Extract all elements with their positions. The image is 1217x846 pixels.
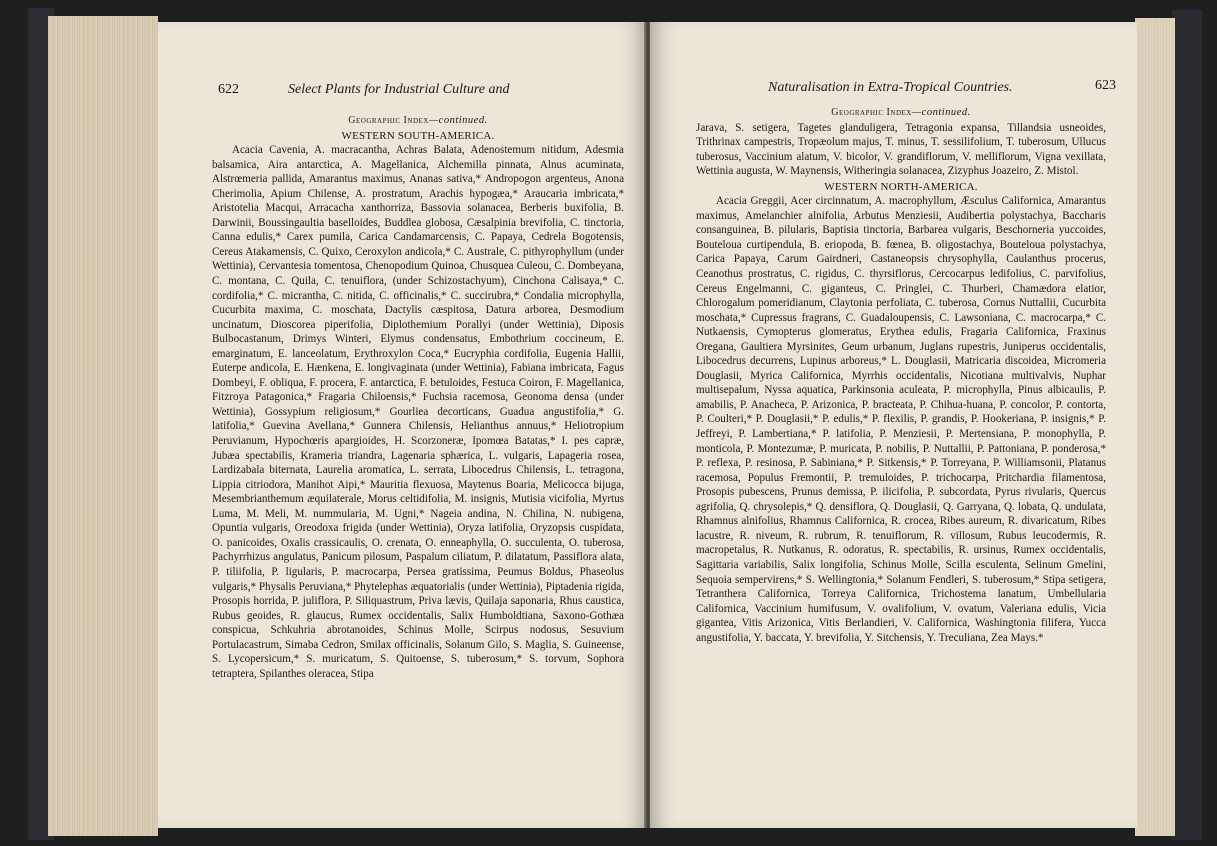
page-content [212,114,624,681]
page-number: 622 [218,82,239,97]
book-cover-right [1172,10,1202,840]
running-head: Select Plants for Industrial Culture and [288,82,510,97]
continued-suffix: —continued. [911,107,971,118]
page-content [696,106,1106,645]
left-page [158,22,646,828]
region-title: WESTERN NORTH-AMERICA. [824,180,978,193]
index-paragraph: Acacia Cavenia, A. macracantha, Achras Balata, Adenostemum nitidum, Adesmia balsamica, Aira antarctica, A. Magellanica, Alchemilla pinnata, Alnus acuminata, Alstrœmeria pallida, Amarantus maximus, Ananas sativa,* Andropogon argenteus, Anona Cherimolia, Apium Chilense, A. prostratum, Arachis hypogæa,* Araucaria imbricata,* Aristotelia Macqui, Arracacha xanthorriza, Bassovia solanacea, Berberis buxifolia, B. Darwinii, Boussingaultia baselloides, Buddlea globosa, Cæsalpinia brevifolia, C. tinctoria, Canna edulis,* Carex pumila, Carica Candamarcensis, C. Papaya, Cedrela Bogotensis, Cereus Atakamensis, C. Quixo, Ceroxylon andicola,* C. Australe, C. pithyrophyllum (under Wettinia), Cervantesia tomentosa, Chenopodium Quinoa, Chusquea Culeou, C. Dombeyana, C. montana, C. Quila, C. tenuiflora, (under Schizostachyum), Cinchona Calisaya,* C. cordifolia,* C. micrantha, C. nitida, C. officinalis,* C. succirubra,* Condalia microphylla, Cucurbita maxima, C. moschata, Dactylis cæspitosa, Datura arborea, Desmodium uncinatum, Dioscorea piperifolia, Diplothemium Porallyi (under Wettinia), Diposis Bulbocastanum, Drimys Winteri, Elymus condensatus, Embothrium coccineum, E. emarginatum, E. lanceolatum, Erythroxylon Coca,* Eucryphia cordifolia, Eugenia Hallii, Euterpe andicola, E. Hænkena, E. longivaginata (under Wettinia), Fabiana imbricata, Fagus Dombeyi, F. obliqua, F. procera, F. antarctica, F. betuloides, Festuca Coiron, F. Magellanica, Fitzroya Patagonica,* Fragaria Chiloensis,* Fuchsia racemosa, Geonoma densa (under Wettinia), Gossypium religiosum,* Gourliea decorticans, Guadua angustifolia,* G. latifolia,* Guevina Avellana,* Gunnera Chilensis, Helianthus annuus,* Heliotropium Peruvianum, Hypochœris apargioides, H. Scorzoneræ, Ipomœa Batatas,* I. pes capræ, Jubæa spectabilis, Krameria triandra, Lagenaria sphærica, L. vulgaris, Lapageria rosea, Lardizabala biternata, Laurelia aromatica, L. serrata, Libocedrus Chilensis, L. tetragona, Lippia citriodora, Manihot Aipi,* Mauritia flexuosa, Maytenus Boaria, Melicocca bijuga, Mesembrianthemum æquilaterale, Morus celtidifolia, M. insignis, Mutisia vicifolia, Myrtus Luma, M. Meli, M. nummularia, M. Ugni,* Nageia andina, N. Chilina, N. nubigena, Opuntia vulgaris, Oreodoxa frigida (under Wettinia), Oryza latifolia, Oryzopsis cuspidata, O. panicoides, Oxalis crassicaulis, O. crenata, O. enneaphylla, O. succulenta, O. tuberosa, Pachyrrhizus angulatus, Panicum pilosum, Paspalum ciliatum, P. dilatatum, Passiflora alata, P. tiliifolia, P. ligularis, P. macrocarpa, Persea gratissima, Peumus Boldus, Phaseolus vulgaris,* Physalis Peruviana,* Phytelephas æquatorialis (under Wettinia), Piptadenia rigida, Prosopis horrida, P. juliflora, P. Siliquastrum, Priva lævis, Quilaja saponaria, Rhus caustica, Rubus geoides, R. glaucus, Rumex occidentalis, Salix Humboldtiana, Saxono-Gothæa conspicua, Schkuhria abrotanoides, Schinus Molle, Scirpus nodosus, Sesuvium Portulacastrum, Simaba Cedron, Smilax officinalis, Solanum Gilo, S. Maglia, S. Guineense, S. Lycopersicum,* S. muricatum, S. Quitoense, S. tuberosum,* S. torvum, Sophora tetraptera, Spilanthes oleracea, Stipa [212,144,624,680]
continued-suffix: —continued. [428,115,488,126]
right-page [650,22,1137,828]
region-title: WESTERN SOUTH-AMERICA. [341,129,495,142]
index-paragraph-continued: Jarava, S. setigera, Tagetes glanduligera, Tetragonia expansa, Tillandsia usneoides, Trithrinax campestris, Tropæolum majus, T. minus, T. sessilifolium, T. tuberosum, Ullucus tuberosus, Vaccinium alatum, V. bicolor, V. grandiflorum, V. melliflorum, Vigna vexillata, Wettinia augusta, W. Maynensis, Witheringia solanacea, Zizyphus Joazeiro, Z. Mistol. [696,121,1106,178]
continued-heading [212,114,624,129]
continued-heading-text: Geographic Index [831,107,912,118]
page-edges-right [1135,18,1175,836]
continued-heading-text: Geographic Index [348,115,429,126]
page-edges-left [48,16,158,836]
running-head: Naturalisation in Extra-Tropical Countries. [768,80,1013,95]
index-paragraph: Acacia Greggii, Acer circinnatum, A. macrophyllum, Æsculus Californica, Amarantus maximus, Amelanchier alnifolia, Arbutus Menziesii, Audibertia polystachya, Baccharis consanguinea, B. pilularis, Baptisia tinctoria, Barbarea vulgaris, Beschorneria yuccoides, Bouteloua curtipendula, B. eriopoda, B. fœnea, B. oligostachya, Bouteloua polystachya, Carica Papaya, Carum Gairdneri, Castaneopsis chrysophylla, Caulanthus procerus, Ceanothus prostratus, C. rigidus, C. thyrsiflorus, Cercocarpus ledifolius, C. parvifolius, Cereus Engelmanni, C. giganteus, C. Pringlei, C. Thurberi, Chamædora elatior, Chlorogalum pomeridianum, Claytonia perfoliata, C. tuberosa, Cornus Nuttallii, Cucurbita moschata,* Cupressus fragrans, C. Guadaloupensis, C. Lawsoniana, C. macrocarpa,* C. Nutkaensis, Cymopterus glomeratus, Erythea edulis, Fragaria Californica, Fraxinus Oregana, Gaultiera Myrsinites, Geum urbanum, Juglans rupestris, Juniperus occidentalis, Libocedrus decurrens, Lupinus arboreus,* L. Douglasii, Matricaria discoidea, Micromeria Douglasii, Myrica Californica, Myrrhis occidentalis, Nicotiana multivalvis, Nuphar multisepalum, Nyssa aquatica, Parkinsonia aculeata, P. microphylla, Pinus albicaulis, P. amabilis, P. Anacheca, P. Arizonica, P. bracteata, P. Chihua-huana, P. concolor, P. contorta, P. Coulteri,* P. Douglasii,* P. edulis,* P. flexilis, P. grandis, P. Hookeriana, P. insignis,* P. Jeffreyi, P. Lambertiana,* P. latifolia, P. Menziesii, P. Mertensiana, P. monophylla, P. monticola, P. Montezumæ, P. muricata, P. nobilis, P. Nuttallii, P. Pattoniana, P. ponderosa,* P. reflexa, P. resinosa, P. Sabiniana,* P. Sitkensis,* P. Torreyana, P. Williamsonii, Platanus racemosa, Populus Fremontii, P. tremuloides, P. trichocarpa, Pritchardia filamentosa, Prosopis pubescens, Prunus demissa, P. ilicifolia, P. subcordata, Pyrus rivularis, Quercus agrifolia, Q. chrysolepis,* Q. densiflora, Q. Douglasii, Q. Garryana, Q. lobata, Q. undulata, Rhamnus alnifolius, Rhamnus Californica, R. crocea, Ribes aureum, R. divaricatum, Ribes lacustre, R. niveum, R. rubrum, R. tenuiflorum, R. villosum, Rubus leucodermis, R. macropetalus, R. Nutkanus, R. odoratus, R. spectabilis, R. ursinus, Rumex occidentalis, Sagittaria variabilis, Salix longifolia, Schinus Molle, Scilla esculenta, Selinum Gmelini, Sequoia sempervirens,* S. Wellingtonia,* Solanum Fendleri, S. tuberosum,* Stipa setigera, Tetranthera Californica, Torreya Californica, Trichostema lanatum, Umbellularia Californica, Vaccinium humifusum, V. ovalifolium, V. ovatum, Valeriana edulis, Vicia gigantea, Vitis Arizonica, Vitis Berlandieri, V. Californica, Washingtonia filifera, Yucca angustifolia, Y. baccata, Y. brevifolia, Y. Sitchensis, Y. Treculiana, Zea Mays.* [696,195,1106,644]
continued-heading [696,106,1106,121]
page-number: 623 [1095,78,1116,93]
